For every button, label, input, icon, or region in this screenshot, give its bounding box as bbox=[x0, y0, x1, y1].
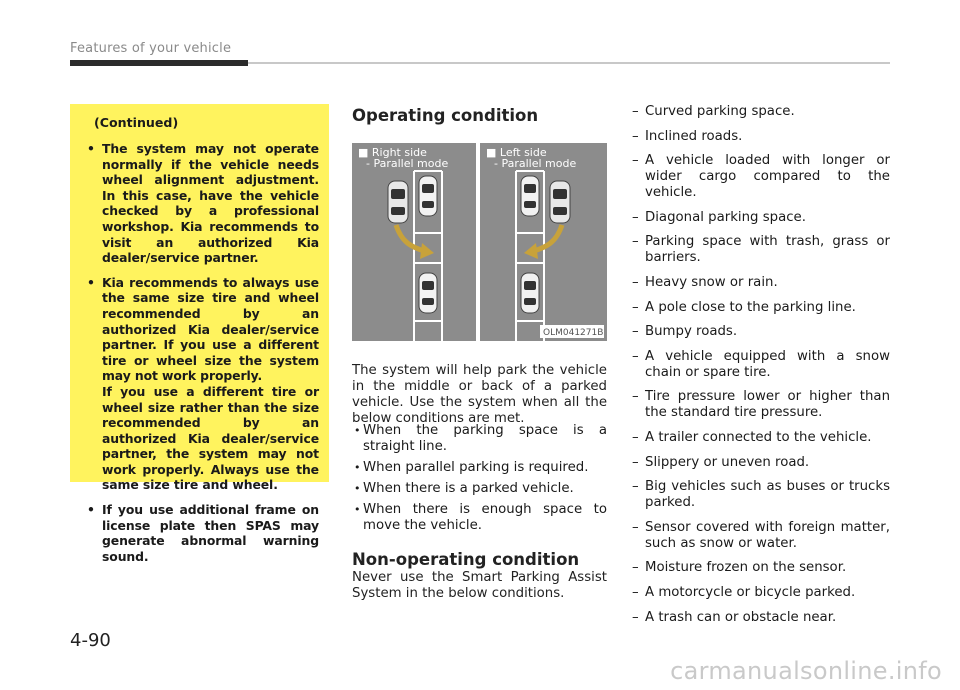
parked-car-icon bbox=[419, 176, 437, 216]
operating-paragraph: The system will help park the vehicle in the middle or back of a parked vehicle. Use the system when all the below conditions are met. bbox=[352, 363, 607, 426]
list-item: – Sensor covered with foreign matter, such as snow or water. bbox=[632, 520, 890, 552]
right-panel-title: ■ Right side bbox=[358, 146, 427, 159]
parked-car-icon bbox=[521, 273, 539, 313]
list-item: • When there is a parked vehicle. bbox=[352, 481, 607, 497]
list-item: – A vehicle equipped with a snow chain or spare tire. bbox=[632, 349, 890, 381]
list-item: – Heavy snow or rain. bbox=[632, 275, 890, 291]
list-item: – Diagonal parking space. bbox=[632, 210, 890, 226]
list-item: – Big vehicles such as buses or trucks parked. bbox=[632, 479, 890, 511]
left-panel-subtitle: - Parallel mode bbox=[494, 157, 577, 170]
list-item: – A trash can or obstacle near. bbox=[632, 610, 890, 626]
caution-list bbox=[80, 141, 319, 564]
list-item: – Bumpy roads. bbox=[632, 324, 890, 340]
parked-car-icon bbox=[419, 273, 437, 313]
figure-code: OLM041271B bbox=[543, 328, 604, 338]
moving-car-icon bbox=[550, 181, 570, 223]
list-item: – Parking space with trash, grass or barriers. bbox=[632, 234, 890, 266]
caution-box bbox=[70, 104, 329, 564]
watermark: carmanualsonline.info bbox=[670, 657, 942, 685]
parking-figure bbox=[352, 143, 607, 341]
list-item: • When the parking space is a straight line. bbox=[352, 423, 607, 455]
list-item: – Moisture frozen on the sensor. bbox=[632, 560, 890, 576]
caution-item: • If you use additional frame on license plate then SPAS may generate abnormal warning sound. bbox=[80, 502, 319, 564]
page-number: 4-90 bbox=[70, 630, 111, 651]
list-item: – A vehicle loaded with longer or wider cargo compared to the vehicle. bbox=[632, 153, 890, 201]
list-item: – Inclined roads. bbox=[632, 129, 890, 145]
moving-car-icon bbox=[388, 181, 408, 223]
caution-item: • Kia recommends to always use the same size tire and wheel recommended by an authorized Kia dealer/service partner. If you use a different tire or wheel size the system may not work properly. If you use a different tire or wheel size rather than the size recommended by an authorized Kia dealer/service partner, the system may not work properly. Always use the same size tire and wheel. bbox=[80, 275, 319, 493]
non-operating-paragraph: Never use the Smart Parking Assist System in the below conditions. bbox=[352, 570, 607, 601]
header-rule bbox=[248, 62, 890, 64]
list-item: – A trailer connected to the vehicle. bbox=[632, 430, 890, 446]
list-item: – Curved parking space. bbox=[632, 104, 890, 120]
caution-title: (Continued) bbox=[94, 115, 179, 130]
right-side-panel bbox=[352, 143, 476, 341]
parked-car-icon bbox=[521, 176, 539, 216]
section-title: Features of your vehicle bbox=[70, 41, 232, 56]
caution-item: • The system may not operate normally if the vehicle needs wheel alignment adjustment. In this case, have the vehicle checked by a professional workshop. Kia recommends to visit an authorized Kia dealer/service partner. bbox=[80, 141, 319, 266]
list-item: – Slippery or uneven road. bbox=[632, 455, 890, 471]
list-item: – Tire pressure lower or higher than the standard tire pressure. bbox=[632, 389, 890, 421]
list-item: – A motorcycle or bicycle parked. bbox=[632, 585, 890, 601]
left-panel-title: ■ Left side bbox=[486, 146, 547, 159]
non-operating-heading: Non-operating condition bbox=[352, 550, 580, 569]
list-item: • When parallel parking is required. bbox=[352, 460, 607, 476]
left-side-panel bbox=[480, 143, 607, 341]
operating-conditions-list bbox=[352, 423, 607, 539]
right-panel-subtitle: - Parallel mode bbox=[366, 157, 449, 170]
list-item: – A pole close to the parking line. bbox=[632, 300, 890, 316]
header-bar bbox=[70, 60, 248, 66]
list-item: • When there is enough space to move the vehicle. bbox=[352, 502, 607, 534]
operating-heading: Operating condition bbox=[352, 106, 539, 125]
non-operating-conditions-list bbox=[632, 104, 890, 634]
